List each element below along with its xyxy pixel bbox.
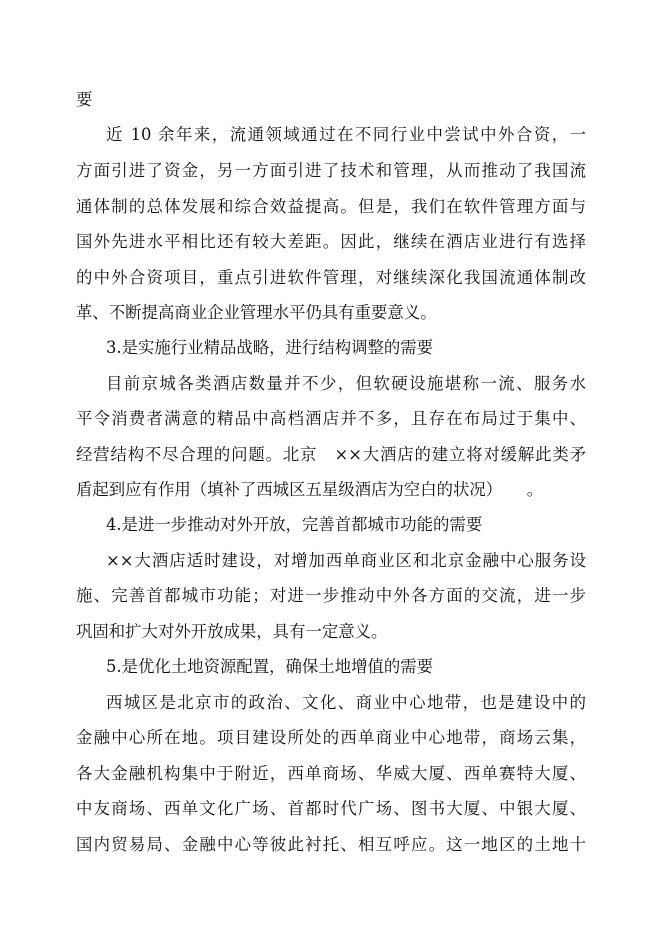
text-line: 国内贸易局、金融中心等彼此衬托、相互呼应。这一地区的土地十 <box>76 835 586 854</box>
text-line: 巩固和扩大对外开放成果，具有一定意义。 <box>76 622 388 641</box>
text-line: 方面引进了资金，另一方面引进了技术和管理，从而推动了我国流 <box>76 161 586 180</box>
text-line: 要 <box>76 90 93 109</box>
text-line: 施、完善首都城市功能；对进一步推动中外各方面的交流，进一步 <box>76 586 586 605</box>
section-heading: 3.是实施行业精品战略，进行结构调整的需要 <box>106 338 434 357</box>
text-line: 平令消费者满意的精品中高档酒店并不多，且存在布局过于集中、 <box>76 409 586 428</box>
text-line: 国外先进水平相比还有较大差距。因此，继续在酒店业进行有选择 <box>76 232 586 251</box>
text-line: 通体制的总体发展和综合效益提高。但是，我们在软件管理方面与 <box>76 197 586 216</box>
text-line: 各大金融机构集中于附近，西单商场、华威大厦、西单赛特大厦、 <box>76 764 586 783</box>
text-line: 的中外合资项目，重点引进软件管理，对继续深化我国流通体制改 <box>76 268 586 287</box>
text-line: 西城区是北京市的政治、文化、商业中心地带，也是建设中的 <box>106 693 586 712</box>
section-heading: 4.是进一步推动对外开放，完善首都城市功能的需要 <box>106 515 483 534</box>
text-line: 金融中心所在地。项目建设所处的西单商业中心地带，商场云集， <box>76 728 586 747</box>
text-line: 中友商场、西单文化广场、首都时代广场、图书大厦、中银大厦、 <box>76 799 586 818</box>
text-line: 盾起到应有作用（填补了西城区五星级酒店为空白的状况） 。 <box>76 480 544 499</box>
text-line: ××大酒店适时建设，对增加西单商业区和北京金融中心服务设 <box>106 551 586 570</box>
text-line: 经营结构不尽合理的问题。北京 ××大酒店的建立将对缓解此类矛 <box>76 445 586 464</box>
section-heading: 5.是优化土地资源配置，确保土地增值的需要 <box>106 657 434 676</box>
text-line: 革、不断提高商业企业管理水平仍具有重要意义。 <box>76 303 437 322</box>
text-line: 近 10 余年来，流通领域通过在不同行业中尝试中外合资，一 <box>106 125 586 144</box>
text-line: 目前京城各类酒店数量并不少，但软硬设施堪称一流、服务水 <box>106 374 586 393</box>
